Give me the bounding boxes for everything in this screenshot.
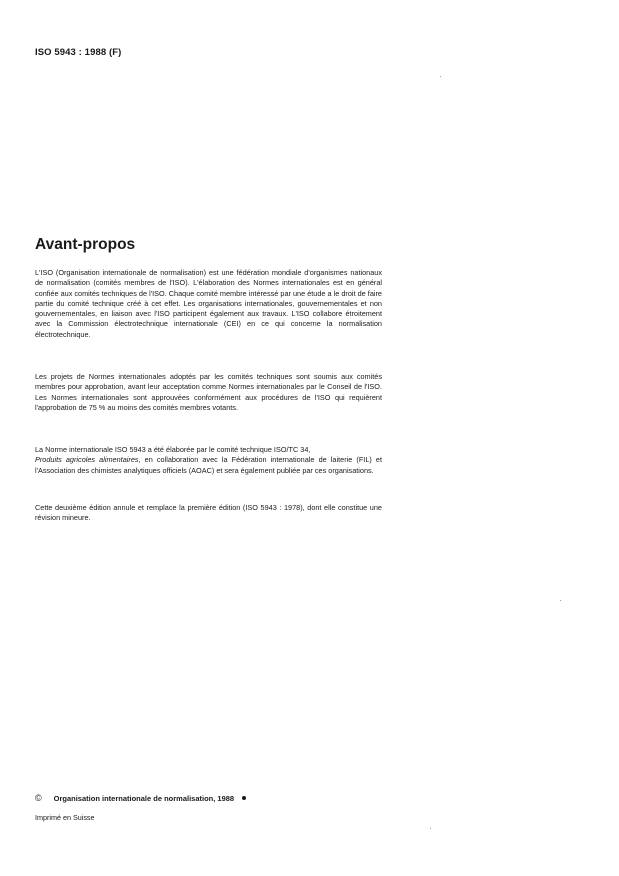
paragraph-draft-approval: Les projets de Normes internationales adoptés par les comités techniques sont soumis aux comités membres pour approbation, avant leur acceptation comme Normes internationales par le Conseil de l'ISO. Les Normes internationales sont approuvées conformément aux procédures de l'ISO qui requièrent l'approbation de 75 % au moins des comités membres votants. (35, 372, 382, 412)
scan-speck (560, 600, 561, 601)
section-title: Avant-propos (35, 236, 136, 253)
committee-title-italic: Produits agricoles alimentaires (35, 455, 139, 465)
scan-speck (430, 828, 431, 829)
copyright-text: Organisation internationale de normalisation, 1988 (53, 793, 235, 803)
paragraph-iso-organisation: L'ISO (Organisation internationale de normalisation) est une fédération mondiale d'organismes nationaux de normalisation (comités membres de l'ISO). L'élaboration des Normes internationales est en général confiée aux comités techniques de l'ISO. Chaque comité membre intéressé par une étude a le droit de faire partie du comité technique créé à cet effet. Les organisations internationales, gouvernementales et non gouvernementales, en liaison avec l'ISO participent également aux travaux. L'ISO collabore étroitement avec la Commission électrotechnique internationale (CEI) en ce qui concerne la normalisation électrotechnique. (35, 268, 382, 339)
bullet-dot-icon (242, 796, 246, 800)
paragraph-text-segment: , en collaboration avec la Fédération internationale de laiterie (FIL) et l'Association des chimistes analytiques officiels (AOAC) et sera également publiée par ces organisations. (35, 455, 382, 475)
copyright-icon: © (35, 793, 42, 803)
copyright-line (35, 793, 246, 803)
document-id-header: ISO 5943 : 1988 (F) (35, 47, 122, 58)
printed-in-note: Imprimé en Suisse (35, 813, 95, 822)
paragraph-text-segment: La Norme internationale ISO 5943 a été élaborée par le comité technique ISO/TC 34, (35, 445, 311, 454)
scan-speck (440, 76, 441, 77)
paragraph-standard-preparation (35, 445, 382, 476)
paragraph-edition-note: Cette deuxième édition annule et remplace la première édition (ISO 5943 : 1978), dont elle constitue une révision mineure. (35, 503, 382, 523)
